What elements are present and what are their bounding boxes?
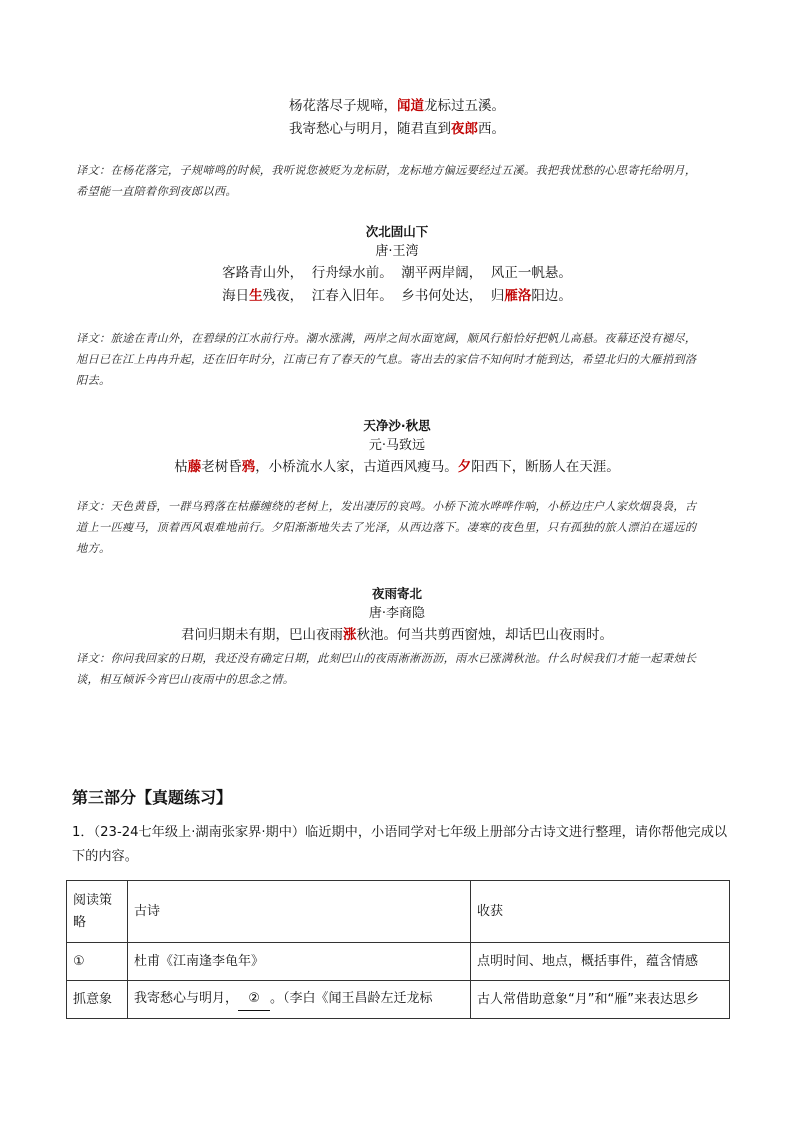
table-cell: 点明时间、地点，概括事件，蕴含情感: [471, 943, 730, 981]
reading-strategy-table: [66, 880, 730, 1019]
highlight-word: 夕: [457, 459, 472, 475]
poem1-line1: [0, 95, 794, 118]
answer-blank-cell: ①: [67, 943, 128, 981]
translation-text: 在杨花落完，子规啼鸣的时候，我听说您被贬为龙标尉，龙标地方偏远要经过五溪。我把我忧愁的心思寄托给明月，希望能一直陪着你到夜郎以西。: [76, 164, 697, 198]
highlight-word: 生: [249, 288, 263, 304]
poem4-line: [0, 624, 794, 647]
poem2-author: 唐·王湾: [375, 244, 419, 259]
highlight-word: 藤: [187, 459, 202, 475]
translation-label: 译文：: [76, 500, 111, 513]
header-cell: 古诗: [128, 881, 471, 943]
translation-text: 旅途在青山外，在碧绿的江水前行舟。潮水涨满，两岸之间水面宽阔，顺风行船恰好把帆儿高悬。夜幕还没有褪尽，旭日已在江上冉冉升起，还在旧年时分，江南已有了春天的气息。寄出去的家信不知何时才能到达，希望北归的大雁捎到洛阳去。: [76, 332, 697, 387]
text: 阳边。: [531, 288, 572, 304]
poem3-author: 元·马致远: [368, 438, 426, 453]
highlight-word: 涨: [343, 627, 357, 643]
poem1-translation: [76, 160, 706, 202]
poem3-translation: [76, 496, 706, 559]
poem4-translation: [76, 648, 706, 690]
text: 阳西下，断肠人在天涯。: [471, 459, 620, 475]
text: 西。: [478, 121, 505, 137]
header-cell: 收获: [471, 881, 730, 943]
translation-text: 天色黄昏，一群乌鸦落在枯藤缠绕的老树上，发出凄厉的哀鸣。小桥下流水哗哗作响，小桥边庄户人家炊烟袅袅，古道上一匹瘦马，顶着西风艰难地前行。夕阳渐渐地失去了光泽，从西边落下。凄寒的夜色里，只有孤独的旅人漂泊在遥远的地方。: [76, 500, 697, 555]
poem4-title: 夜雨寄北: [371, 586, 422, 601]
text: 君问归期未有期，巴山夜雨: [181, 627, 343, 643]
highlight-word: 闻道: [397, 98, 424, 114]
poem2-translation: [76, 328, 706, 391]
translation-label: 译文：: [76, 164, 111, 177]
text: 。（李白《闻王昌龄左迁龙标: [270, 991, 433, 1006]
table-cell: 抓意象: [67, 981, 128, 1019]
poem1-line2: [0, 118, 794, 141]
table-cell: [128, 981, 471, 1019]
poem3-title: 天净沙·秋思: [363, 418, 431, 433]
text: 秋池。何当共剪西窗烛，却话巴山夜雨时。: [356, 627, 613, 643]
text: 我寄愁心与明月，: [134, 991, 239, 1006]
table-row: [67, 943, 730, 981]
poem4-author: 唐·李商隐: [368, 606, 426, 621]
header-cell: 阅读策略: [67, 881, 128, 943]
text: 龙标过五溪。: [424, 98, 505, 114]
text: ，小桥流水人家，古道西风瘦马。: [255, 459, 458, 475]
text: 残夜， 江春入旧年。 乡书何处达， 归: [262, 288, 505, 304]
table-cell: 杜甫《江南逢李龟年》: [128, 943, 471, 981]
text: 我寄愁心与明月，随君直到: [289, 121, 451, 137]
text: 枯: [174, 459, 188, 475]
poem2-title: 次北固山下: [365, 224, 429, 239]
translation-text: 你问我回家的日期，我还没有确定日期，此刻巴山的夜雨淅淅沥沥，雨水已涨满秋池。什么时候我们才能一起秉烛长谈，相互倾诉今宵巴山夜雨中的思念之情。: [76, 652, 697, 686]
poem3-line: [0, 456, 794, 479]
text: 海日: [222, 288, 250, 304]
answer-blank: ②: [238, 988, 270, 1011]
translation-label: 译文：: [76, 332, 111, 345]
highlight-word: 夜郎: [451, 121, 478, 137]
text: 杨花落尽子规啼，: [289, 98, 397, 114]
highlight-word: 鸦: [241, 459, 256, 475]
table-row: [67, 881, 730, 943]
table-cell: 古人常借助意象“月”和“雁”来表达思乡: [471, 981, 730, 1019]
table-row: [67, 981, 730, 1019]
highlight-word: 雁洛: [504, 288, 532, 304]
text: 老树昏: [201, 459, 242, 475]
poem2-line1: 客路青山外， 行舟绿水前。 潮平两岸阔， 风正一帆悬。: [222, 265, 572, 281]
question-text: 1．（23-24七年级上·湖南张家界·期中）临近期中，小语同学对七年级上册部分古诗文进行整理，请你帮他完成以下的内容。: [72, 825, 728, 864]
translation-label: 译文：: [76, 652, 111, 665]
poem2-line2: [0, 285, 794, 308]
section-title: 第三部分【真题练习】: [72, 788, 233, 807]
